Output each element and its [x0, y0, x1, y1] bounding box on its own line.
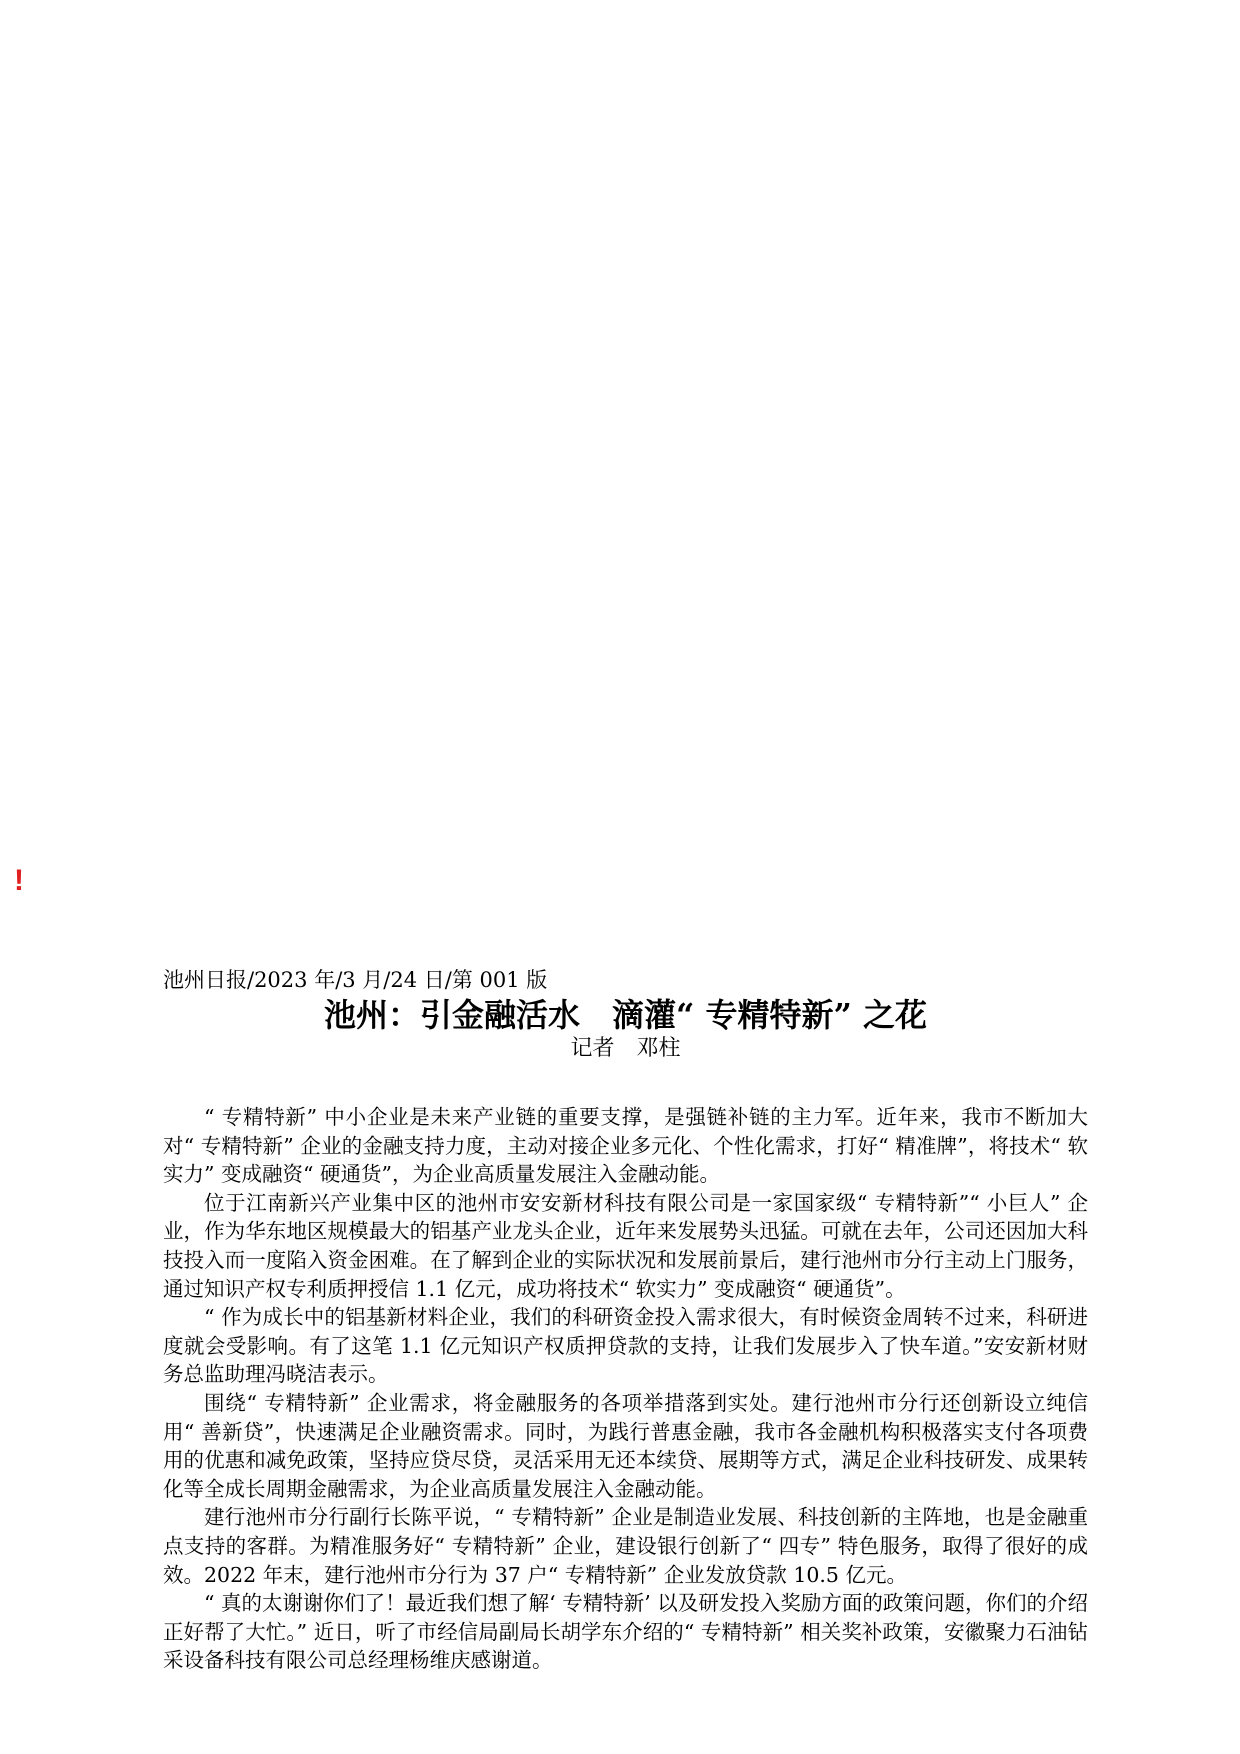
red-exclamation-mark: ! [14, 864, 24, 897]
article-body [163, 1103, 1088, 1675]
body-paragraph: “ 作为成长中的铝基新材料企业，我们的科研资金投入需求很大，有时候资金周转不过来，科研进度就会受影响。有了这笔 1.1 亿元知识产权质押贷款的支持，让我们发展步入了快车道。”安安新材财务总监助理冯晓洁表示。 [163, 1305, 1088, 1387]
body-paragraph: 建行池州市分行副行长陈平说，“ 专精特新” 企业是制造业发展、科技创新的主阵地，也是金融重点支持的客群。为精准服务好“ 专精特新” 企业，建设银行创新了“ 四专” 特色服务，取得了很好的成效。2022 年末，建行池州市分行为 37 户“ 专精特新” 企业发放贷款 10.5 亿元。 [163, 1505, 1088, 1587]
article-headline: 池州：引金融活水 滴灌“ 专精特新” 之花 [323, 996, 928, 1034]
body-paragraph: “ 专精特新” 中小企业是未来产业链的重要支撑，是强链补链的主力军。近年来，我市不断加大对“ 专精特新” 企业的金融支持力度，主动对接企业多元化、个性化需求，打好“ 精准牌”，将技术“ 软实力” 变成融资“ 硬通货”，为企业高质量发展注入金融动能。 [163, 1105, 1088, 1187]
body-paragraph: “ 真的太谢谢你们了！最近我们想了解‘ 专精特新’ 以及研发投入奖励方面的政策问题，你们的介绍正好帮了大忙。” 近日，听了市经信局副局长胡学东介绍的“ 专精特新” 相关奖补政策，安徽聚力石油钻采设备科技有限公司总经理杨维庆感谢道。 [163, 1591, 1088, 1673]
news-article [163, 965, 1088, 1675]
article-byline: 记者 邓柱 [570, 1036, 681, 1061]
article-source: 池州日报/2023 年/3 月/24 日/第 001 版 [163, 968, 548, 992]
body-paragraph: 位于江南新兴产业集中区的池州市安安新材科技有限公司是一家国家级“ 专精特新”“ 小巨人” 企业，作为华东地区规模最大的铝基产业龙头企业，近年来发展势头迅猛。可就在去年，公司还因加大科技投入而一度陷入资金困难。在了解到企业的实际状况和发展前景后，建行池州市分行主动上门服务，通过知识产权专利质押授信 1.1 亿元，成功将技术“ 软实力” 变成融资“ 硬通货”。 [163, 1190, 1088, 1301]
body-paragraph: 围绕“ 专精特新” 企业需求，将金融服务的各项举措落到实处。建行池州市分行还创新设立纯信用“ 善新贷”，快速满足企业融资需求。同时，为践行普惠金融，我市各金融机构积极落实支付各项费用的优惠和减免政策，坚持应贷尽贷，灵活采用无还本续贷、展期等方式，满足企业科技研发、成果转化等全成长周期金融需求，为企业高质量发展注入金融动能。 [163, 1390, 1088, 1501]
